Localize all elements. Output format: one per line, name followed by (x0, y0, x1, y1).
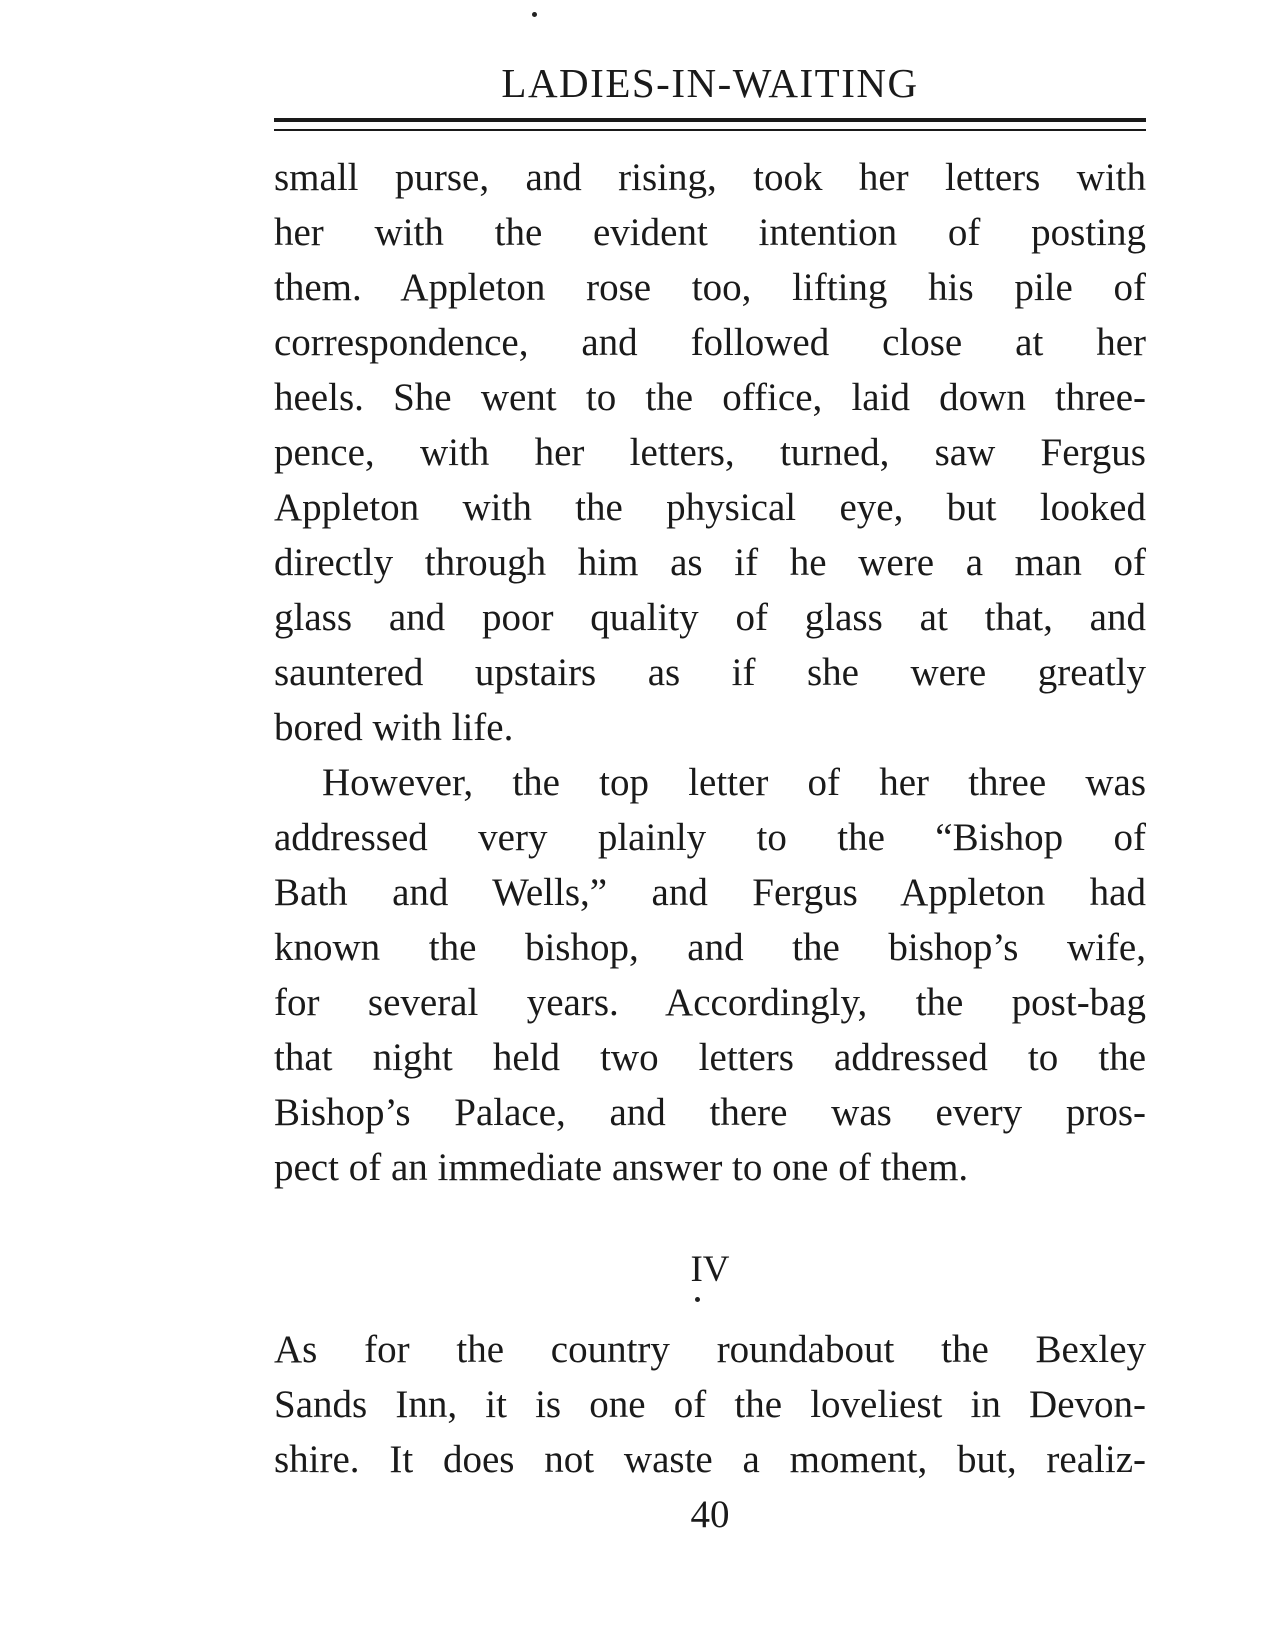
text-line: glass and poor quality of glass at that, and (274, 596, 1146, 639)
running-head: LADIES-IN-WAITING (501, 60, 919, 106)
text-line: them. Appleton rose too, lifting his pile of (274, 266, 1146, 309)
section-number: IV (690, 1249, 730, 1290)
text-line: bored with life. (274, 706, 514, 749)
text-line: Bishop’s Palace, and there was every pros- (274, 1091, 1146, 1134)
text-line: heels. She went to the office, laid down three- (274, 376, 1146, 419)
text-line: for several years. Accordingly, the post-bag (274, 981, 1146, 1024)
text-line: directly through him as if he were a man of (274, 541, 1146, 584)
page-number: 40 (690, 1493, 730, 1536)
text-line: correspondence, and followed close at her (274, 321, 1146, 364)
text-line: pect of an immediate answer to one of them. (274, 1146, 969, 1189)
text-line: her with the evident intention of posting (274, 211, 1146, 254)
text-line: small purse, and rising, took her letters with (274, 156, 1146, 199)
text-line: addressed very plainly to the “Bishop of (274, 816, 1146, 859)
text-line: Appleton with the physical eye, but looked (274, 486, 1146, 529)
text-line: sauntered upstairs as if she were greatly (274, 651, 1146, 694)
header-rule-thin (274, 129, 1146, 131)
print-speck (532, 12, 537, 17)
text-line: As for the country roundabout the Bexley (274, 1328, 1146, 1371)
text-line: However, the top letter of her three was (322, 761, 1146, 804)
text-line: Sands Inn, it is one of the loveliest in Devon- (274, 1383, 1146, 1426)
main-text (274, 150, 1146, 1195)
text-line: shire. It does not waste a moment, but, realiz- (274, 1438, 1146, 1481)
text-line: known the bishop, and the bishop’s wife, (274, 926, 1146, 969)
section-text (274, 1322, 1146, 1487)
header-rule-thick (274, 118, 1146, 122)
text-line: Bath and Wells,” and Fergus Appleton had (274, 871, 1146, 914)
print-speck (695, 1297, 700, 1302)
text-line: pence, with her letters, turned, saw Fergus (274, 431, 1146, 474)
text-line: that night held two letters addressed to the (274, 1036, 1146, 1079)
